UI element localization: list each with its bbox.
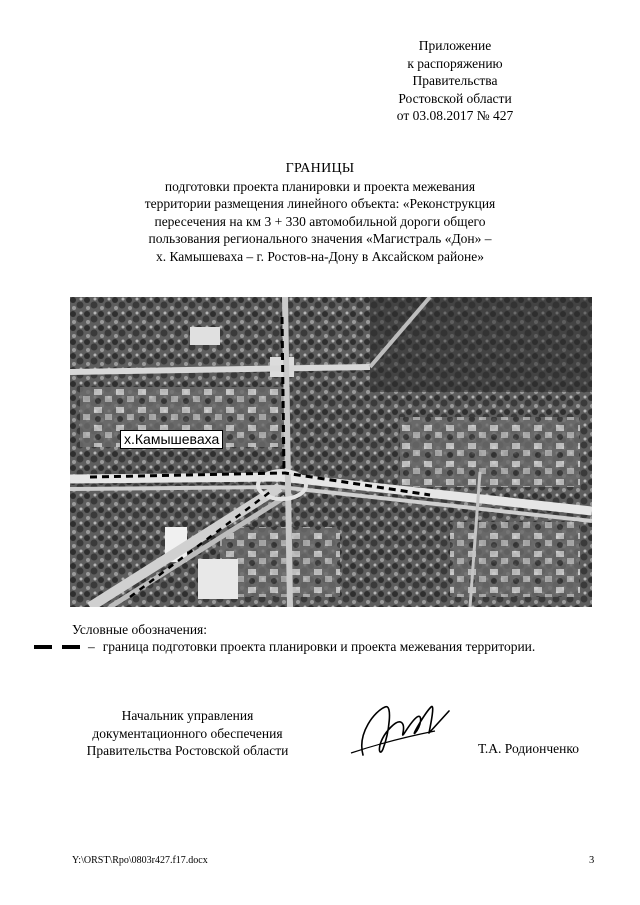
signatory-position [70,707,305,760]
title-heading: ГРАНИЦЫ [285,161,355,176]
appendix-line: к распоряжению [407,55,503,71]
title-line: пересечения на км 3 + 330 автомобильной дороги общего [154,213,486,229]
document-title [100,160,540,265]
satellite-map [70,297,592,607]
map-image [70,297,592,607]
title-line: подготовки проекта планировки и проекта межевания [164,178,476,194]
position-line: документационного обеспечения [92,725,283,741]
title-line: территории размещения линейного объекта: «Реконструкция [144,196,496,211]
dashed-boundary-symbol [34,645,80,649]
legend-dash: – [88,639,95,654]
appendix-line: Правительства [412,73,498,88]
handwritten-signature [345,693,455,763]
legend-title: Условные обозначения: [72,622,208,637]
appendix-date-number: от 03.08.2017 № 427 [396,108,514,123]
file-path: Y:\ORST\Rpo\0803r427.f17.docx [72,855,208,866]
appendix-line: Ростовской области [398,90,512,106]
position-line: Правительства Ростовской области [86,743,289,758]
signer-name: Т.А. Родионченко [478,741,579,756]
page-number: 3 [589,855,595,866]
appendix-line: Приложение [418,38,492,53]
title-line: х. Камышеваха – г. Ростов-на-Дону в Аксайском районе» [155,248,484,264]
appendix-header [345,37,565,125]
position-line: Начальник управления [121,708,254,723]
legend-item [34,638,535,656]
title-line: пользования регионального значения «Магистраль «Дон» – [148,231,492,246]
village-label: х.Камышеваха [120,430,223,449]
legend-item-text: граница подготовки проекта планировки и проекта межевания территории. [102,639,536,654]
